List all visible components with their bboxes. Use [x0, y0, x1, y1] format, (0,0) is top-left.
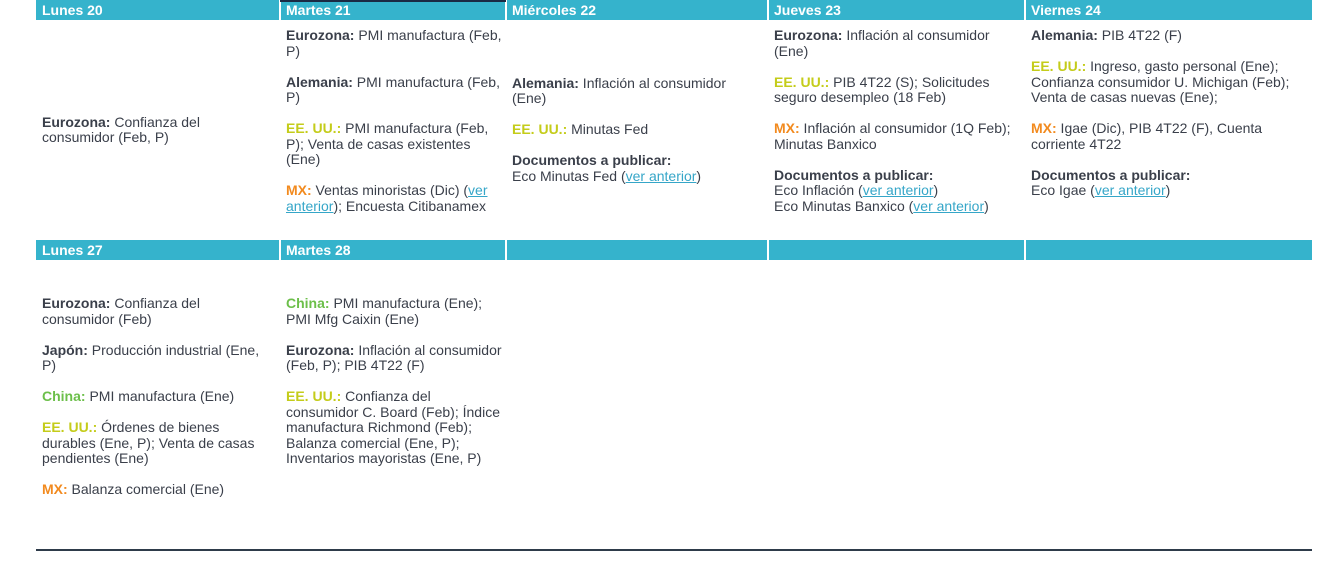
- event-entry: EE. UU.: Ingreso, gasto personal (Ene); Confianza consumidor U. Michigan (Feb); Venta de casas nuevas (Ene);: [1031, 58, 1290, 105]
- day-cell-jueves-23: [768, 28, 1025, 214]
- documents-block: Documentos a publicar: Eco Inflación (ver anterior) Eco Minutas Banxico (ver anterior): [774, 166, 989, 214]
- event-entry: EE. UU.: PIB 4T22 (S); Solicitudes seguro desempleo (18 Feb): [774, 73, 990, 105]
- ver-anterior-link[interactable]: ver anterior: [862, 182, 934, 198]
- event-entry: Alemania: Inflación al consumidor (Ene): [512, 74, 726, 107]
- documents-block: Documentos a publicar: Eco Minutas Fed (ver anterior): [512, 152, 702, 184]
- day-header-miercoles-22: Miércoles 22: [512, 2, 597, 18]
- event-entry: Eurozona: Inflación al consumidor (Feb, P); PIB 4T22 (F): [286, 341, 502, 373]
- column-divider: [767, 240, 769, 260]
- ver-anterior-link[interactable]: ver anterior: [286, 182, 488, 214]
- day-header-viernes-24: Viernes 24: [1031, 2, 1101, 18]
- event-entry: EE. UU.: Minutas Fed: [512, 121, 649, 138]
- day-cell-viernes-24: [1025, 28, 1312, 199]
- event-entry: MX: Ventas minoristas (Dic) (ver anterior); Encuesta Citibanamex: [286, 182, 488, 214]
- day-header-martes-21: Martes 21: [286, 2, 351, 18]
- ver-anterior-link[interactable]: ver anterior: [1094, 182, 1166, 198]
- event-entry: Japón: Producción industrial (Ene, P): [42, 341, 260, 373]
- day-header-jueves-23: Jueves 23: [774, 2, 841, 18]
- day-cell-lunes-27: [36, 296, 279, 498]
- column-divider: [1024, 240, 1026, 260]
- event-entry: China: PMI manufactura (Ene); PMI Mfg Caixin (Ene): [286, 295, 483, 327]
- ver-anterior-link[interactable]: ver anterior: [625, 167, 697, 184]
- day-cell-martes-21: [280, 28, 506, 214]
- event-entry: EE. UU.: PMI manufactura (Feb, P); Venta de casas existentes (Ene): [286, 120, 489, 167]
- event-entry: Eurozona: Confianza del consumidor (Feb, P): [42, 113, 200, 145]
- bottom-rule: [36, 549, 1312, 551]
- column-divider: [505, 240, 507, 260]
- event-entry: Alemania: PIB 4T22 (F): [1031, 27, 1182, 43]
- event-entry: Eurozona: Confianza del consumidor (Feb): [42, 295, 200, 327]
- day-cell-lunes-20: [36, 22, 279, 238]
- event-entry: Alemania: PMI manufactura (Feb, P): [286, 73, 500, 105]
- event-entry: China: PMI manufactura (Ene): [42, 388, 235, 404]
- day-header-lunes-20: Lunes 20: [42, 2, 103, 18]
- event-entry: MX: Igae (Dic), PIB 4T22 (F), Cuenta corriente 4T22: [1031, 120, 1263, 152]
- selected-column-top-border: [280, 0, 506, 2]
- documents-block: Documentos a publicar: Eco Igae (ver anterior): [1031, 166, 1191, 198]
- day-cell-miercoles-22: [506, 22, 768, 238]
- event-entry: EE. UU.: Confianza del consumidor C. Board (Feb); Índice manufactura Richmond (Feb); Balanza comercial (Ene, P); Inventarios mayoristas (Ene, P): [286, 388, 500, 466]
- day-header-martes-28: Martes 28: [286, 242, 351, 258]
- event-entry: EE. UU.: Órdenes de bienes durables (Ene, P); Venta de casas pendientes (Ene): [42, 419, 255, 466]
- day-header-lunes-27: Lunes 27: [42, 242, 103, 258]
- event-entry: Eurozona: PMI manufactura (Feb, P): [286, 27, 502, 59]
- ver-anterior-link[interactable]: ver anterior: [913, 197, 985, 214]
- event-entry: MX: Balanza comercial (Ene): [42, 481, 225, 497]
- day-cell-martes-28: [280, 296, 506, 467]
- event-entry: Eurozona: Inflación al consumidor (Ene): [774, 27, 990, 59]
- event-entry: MX: Inflación al consumidor (1Q Feb); Minutas Banxico: [774, 120, 1011, 152]
